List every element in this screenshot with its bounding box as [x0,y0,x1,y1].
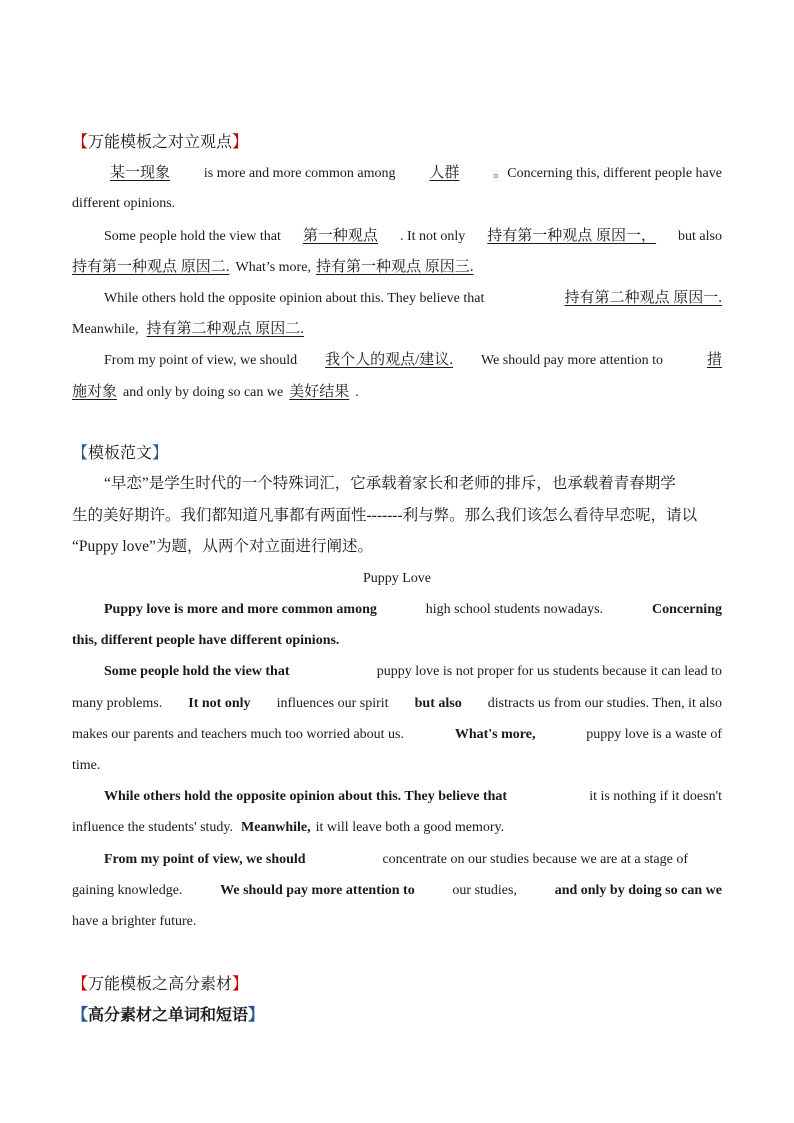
bracket-open: 【 [72,443,89,462]
bold-text: Some people hold the view that [104,664,290,679]
text: 生的美好期许。我们都知道凡事都有两面性-------利与弊。那么我们该怎么看待早恋呢，请以 [72,507,698,524]
bracket-close: 】 [232,974,249,993]
template-p1-line2 [72,194,722,214]
template-p3-line2 [72,319,722,340]
blank-result: 美好结果 [289,384,350,400]
text: high school students nowadays. [425,602,604,617]
text: . It not only [399,229,466,244]
blank-target: 措 [706,352,722,368]
bracket-open: 【 [72,132,89,151]
essay-p3-line2 [72,818,722,838]
bracket-close: 】 [152,443,169,462]
heading-template-opposing-views [72,132,248,152]
text: it will leave both a good memory. [315,820,505,835]
text: Meanwhile, [72,322,139,337]
blank-advice: 我个人的观点/建议. [325,352,454,368]
bold-text: this, different people have different opinions. [72,633,340,648]
blank-target-cont: 施对象 [72,384,118,400]
text: gaining knowledge. [72,883,183,898]
heading-text: 万能模板之对立观点 [88,132,233,151]
text: Some people hold the view that [104,229,281,244]
text: it is nothing if it doesn't [589,789,722,804]
text: puppy love is a waste of [586,727,722,742]
text: From my point of view, we should [104,353,298,368]
bold-text: From my point of view, we should [104,852,306,867]
text: is more and more common among [203,166,396,181]
bracket-close: 】 [232,132,249,151]
bracket-open: 【 [72,1005,89,1024]
essay-p4-line3 [72,912,722,932]
text: “Puppy love”为题，从两个对立面进行阐述。 [72,538,373,555]
template-p2-line1 [104,226,722,247]
blank-view1-reason1: 持有第一种观点 原因一， [487,228,657,244]
prompt-line-3 [72,537,722,557]
text: time. [72,758,101,773]
essay-p2-line1 [104,662,722,682]
blank-view1: 第一种观点 [302,228,378,244]
text: What’s more, [235,260,311,275]
text: influence the students' study. [72,820,234,835]
template-p1-line1 [72,163,722,184]
text: . [355,385,359,400]
blank-view1-reason2: 持有第一种观点 原因二. [72,259,230,275]
essay-p2-line4 [72,756,722,776]
bold-text: Puppy love is more and more common among [104,602,377,617]
blank-view1-reason3: 持有第一种观点 原因三. [315,259,474,275]
heading-text: 高分素材之单词和短语 [88,1005,249,1024]
heading-text: 万能模板之高分素材 [88,974,233,993]
bold-text: but also [414,696,462,711]
essay-p3-line1 [104,787,722,807]
heading-materials [72,974,248,994]
essay-p4-line2 [72,881,722,901]
bold-text: Concerning [651,602,722,617]
text: puppy love is not proper for us students because it can lead to [376,664,722,679]
bold-text: It not only [188,696,251,711]
text: We should pay more attention to [481,353,663,368]
bracket-close: 】 [248,1005,265,1024]
text: many problems. [72,696,163,711]
text: but also [678,229,722,244]
bracket-open: 【 [72,974,89,993]
template-p4-line1 [104,350,722,371]
text: distracts us from our studies. Then, it also [487,696,722,711]
text: our studies, [452,883,517,898]
blank-view2-reason1: 持有第二种观点 原因一. [564,290,722,306]
bold-text: What's more, [454,727,536,742]
bold-text: While others hold the opposite opinion about this. They believe that [104,789,508,804]
bold-text: Meanwhile, [241,820,311,835]
prompt-line-2 [72,506,722,526]
blank-group: 人群 [429,165,460,181]
bold-text: We should pay more attention to [220,883,415,898]
text: While others hold the opposite opinion about this. They believe that [104,291,485,306]
essay-title: Puppy Love [362,571,432,586]
heading-vocab-phrases [72,1005,264,1025]
heading-text: 模板范文 [88,443,153,462]
heading-sample-essay [72,443,168,463]
text: concentrate on our studies because we are at a stage of [382,852,688,867]
template-p3-line1 [104,288,722,309]
essay-p4-line1 [104,850,688,870]
text: influences our spirit [276,696,389,711]
essay-p2-line3 [72,725,722,745]
text: different opinions. [72,196,176,211]
bold-text: and only by doing so can we [554,883,722,898]
template-p4-line2 [72,382,722,403]
text: makes our parents and teachers much too worried about us. [72,727,405,742]
text: and only by doing so can we [123,385,284,400]
text: “早恋”是学生时代的一个特殊词汇，它承载着家长和老师的排斥，也承载着青春期学 [104,475,676,492]
template-p2-line2 [72,257,722,278]
text: 。Concerning this, different people have [493,166,722,181]
prompt-line-1 [104,474,722,494]
essay-p2-line2 [72,694,722,714]
blank-phenomenon: 某一现象 [110,165,171,181]
text: have a brighter future. [72,914,197,929]
essay-p1-line2 [72,631,722,651]
blank-view2-reason2: 持有第二种观点 原因二. [146,321,304,337]
essay-p1-line1 [104,600,722,620]
